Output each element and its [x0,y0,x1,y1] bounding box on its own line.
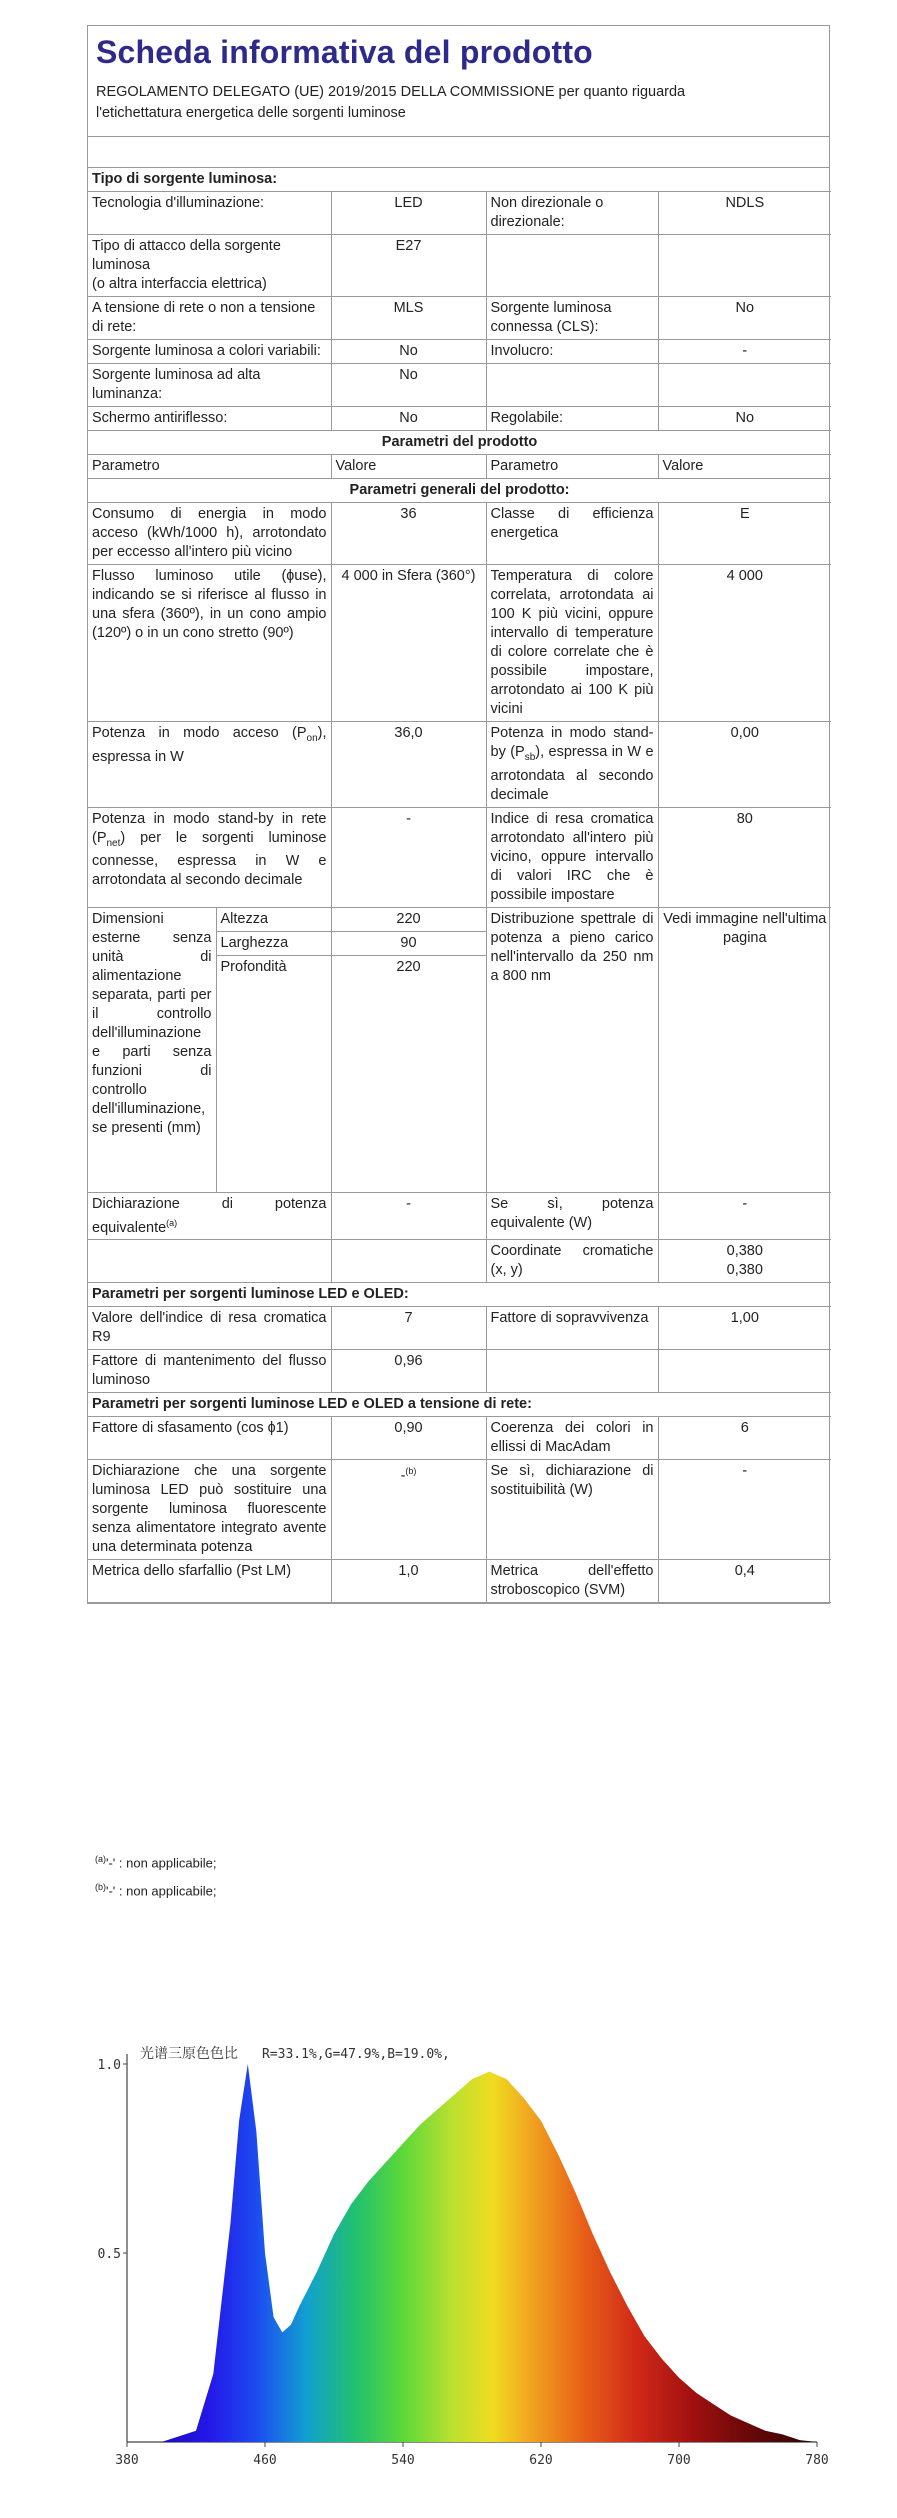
field-label: Regolabile: [486,406,658,430]
empty-cell [486,1350,658,1393]
sheet-header [88,26,829,137]
field-value: No [658,296,831,339]
footnote-a [95,1847,216,1875]
table-row [88,1307,831,1350]
field-value: NDLS [658,191,831,234]
x-tick-label: 540 [391,2453,415,2468]
field-value: 220 [331,955,486,1192]
footnote-text: '-' : non applicabile; [106,1855,217,1871]
dimensions-label: Dimensioni esterne senza unità di alimentazione separata, parti per il controllo dell'illuminazione e parti senza funzioni di controllo dell'illuminazione, se presenti (mm) [88,907,216,1192]
field-label: Tecnologia d'illuminazione: [88,191,331,234]
label-subscript: net [106,837,121,849]
field-label [88,1192,331,1240]
field-value [658,1240,831,1283]
footnote-marker: (a) [95,1854,106,1864]
field-value: 0,90 [331,1417,486,1460]
label-subscript: on [306,732,318,744]
label-text: ) per le sorgenti luminose connesse, espressa in W e arrotondata al secondo decimale [92,829,327,889]
field-value: 1,00 [658,1307,831,1350]
field-label: Sorgente luminosa a colori variabili: [88,339,331,363]
column-header: Valore [658,454,831,478]
footnotes [95,1847,216,1904]
field-value: Vedi immagine nell'ultima pagina [658,907,831,1192]
field-label: Coerenza dei colori in ellissi di MacAdam [486,1417,658,1460]
chroma-x: 0,380 [726,1243,763,1260]
field-value: 220 [331,907,486,931]
field-value: 4 000 [658,564,831,721]
field-value: E27 [331,234,486,296]
table-row [88,1350,831,1393]
empty-cell [658,1350,831,1393]
column-header: Parametro [486,454,658,478]
table-row [88,1283,831,1307]
field-label: Involucro: [486,339,658,363]
table-row [88,339,831,363]
field-label: Temperatura di colore correlata, arrotondata ai 100 K più vicini, oppure intervallo di temperature di colore correlate che è possibile impostare, arrotondato ai 100 K più vicini [486,564,658,721]
field-value: 36,0 [331,721,486,807]
field-value: - [658,339,831,363]
table-row [88,1417,831,1460]
field-label: Larghezza [216,931,331,955]
field-value: 36 [331,502,486,564]
footnote-b [95,1875,216,1903]
label-text: Potenza in modo stand-by (P [490,724,654,760]
field-label: Metrica dello sfarfallio (Pst LM) [88,1560,331,1603]
field-label: Non direzionale o direzionale: [486,191,658,234]
empty-cell [658,234,831,296]
x-tick-label: 460 [253,2453,277,2468]
field-label: Classe di efficienza energetica [486,502,658,564]
footnote-marker: (b) [405,1466,417,1477]
field-label: Fattore di sfasamento (cos ɸ1) [88,1417,331,1460]
table-row [88,168,831,192]
regulation-subtitle [96,82,821,124]
table-row [88,1240,831,1283]
field-label: Se sì, dichiarazione di sostituibilità (W) [486,1460,658,1560]
section-heading: Tipo di sorgente luminosa: [88,168,831,192]
table-row [88,1460,831,1560]
field-value: - [658,1460,831,1560]
field-value: E [658,502,831,564]
field-value: 80 [658,807,831,907]
subtitle-line-2: l'etichettatura energetica delle sorgenti luminose [96,104,406,121]
table-header-row [88,454,831,478]
field-label: Coordinate cromatiche (x, y) [486,1240,658,1283]
column-header: Parametro [88,454,331,478]
empty-cell [486,363,658,406]
y-tick-label: 0.5 [97,2247,121,2262]
footnote-marker: (b) [95,1882,106,1893]
field-label [486,721,658,807]
field-value: 90 [331,931,486,955]
spacer-row [88,137,829,168]
x-tick-label: 780 [805,2453,829,2468]
field-label: Metrica dell'effetto stroboscopico (SVM) [486,1560,658,1603]
subtitle-line-1: REGOLAMENTO DELEGATO (UE) 2019/2015 DELLA COMMISSIONE per quanto riguarda [96,83,686,100]
table-row [88,478,831,502]
field-label: Fattore di sopravvivenza [486,1307,658,1350]
field-label: Flusso luminoso utile (ɸuse), indicando se si riferisce al flusso in una sfera (360º), in un cono ampio (120º) o in un cono stretto (90º) [88,564,331,721]
field-label: Fattore di mantenimento del flusso luminoso [88,1350,331,1393]
footnote-text: '-' : non applicabile; [106,1883,217,1899]
field-label: Schermo antiriflesso: [88,406,331,430]
section-heading: Parametri generali del prodotto: [88,478,831,502]
product-information-sheet [87,25,830,1604]
field-value: No [331,339,486,363]
table-row [88,234,831,296]
field-label [88,807,331,907]
spectral-distribution-chart [80,2042,829,2472]
field-value: No [658,406,831,430]
table-row [88,502,831,564]
field-label: A tensione di rete o non a tensione di rete: [88,296,331,339]
field-label: Se sì, potenza equivalente (W) [486,1192,658,1240]
section-heading: Parametri per sorgenti luminose LED e OLED: [88,1283,831,1307]
field-value: 0,96 [331,1350,486,1393]
field-value: 0,4 [658,1560,831,1603]
field-value: - [658,1192,831,1240]
field-label: Valore dell'indice di resa cromatica R9 [88,1307,331,1350]
empty-cell [88,1240,331,1283]
field-label [88,721,331,807]
field-value: - [331,1192,486,1240]
chart-annotation: R=33.1%,G=47.9%,B=19.0%, [262,2047,450,2062]
section-heading: Parametri per sorgenti luminose LED e OLED a tensione di rete: [88,1393,831,1417]
field-value: No [331,406,486,430]
field-label: Distribuzione spettrale di potenza a pieno carico nell'intervallo da 250 nm a 800 nm [486,907,658,1192]
value-text: - [400,1468,406,1485]
field-label: Sorgente luminosa connessa (CLS): [486,296,658,339]
table-row [88,1192,831,1240]
table-row [88,430,831,454]
field-value: 7 [331,1307,486,1350]
x-tick-label: 380 [115,2453,139,2468]
label-subscript: sb [524,751,536,763]
field-value [331,1460,486,1560]
table-row [88,721,831,807]
table-row [88,363,831,406]
field-label: Indice di resa cromatica arrotondato all'intero più vicino, oppure intervallo di valori IRC che è possibile impostare [486,807,658,907]
section-heading: Parametri del prodotto [88,430,831,454]
field-value: LED [331,191,486,234]
table-row [88,191,831,234]
field-value: - [331,807,486,907]
empty-cell [486,234,658,296]
footnote-marker: (a) [166,1217,178,1228]
label-text: ), espressa in W e arrotondata al secondo decimale [490,743,654,803]
x-tick-label: 700 [667,2453,691,2468]
field-label: Dichiarazione che una sorgente luminosa LED può sostituire una sorgente luminosa fluorescente senza alimentatore integrato avente una determinata potenza [88,1460,331,1560]
product-table [88,168,831,1604]
empty-cell [658,363,831,406]
field-label: Altezza [216,907,331,931]
label-text: Potenza in modo acceso (P [92,724,307,741]
column-header: Valore [331,454,486,478]
label-text: ), espressa in W [92,724,327,765]
chroma-y: 0,380 [726,1262,763,1279]
x-tick-label: 620 [529,2453,553,2468]
label-text: Dichiarazione di potenza equivalente [92,1195,327,1236]
table-row [88,807,831,907]
field-value: 6 [658,1417,831,1460]
field-value: MLS [331,296,486,339]
cap-label: Tipo di attacco della sorgente luminosa [92,237,281,273]
empty-cell [331,1240,486,1283]
y-tick-label: 1.0 [97,2058,121,2073]
table-row [88,564,831,721]
field-label: Sorgente luminosa ad alta luminanza: [88,363,331,406]
table-row [88,1393,831,1417]
field-value: No [331,363,486,406]
field-label [88,234,331,296]
field-value: 1,0 [331,1560,486,1603]
table-row [88,1560,831,1603]
chart-title: 光谱三原色色比 [140,2046,238,2062]
table-row [88,296,831,339]
field-value: 0,00 [658,721,831,807]
spectrum-area [127,2064,817,2442]
cap-label-note: (o altra interfaccia elettrica) [92,275,267,292]
page-title: Scheda informativa del prodotto [96,34,593,70]
field-label: Consumo di energia in modo acceso (kWh/1000 h), arrotondato per eccesso all'intero più vicino [88,502,331,564]
label-text: Potenza in modo stand-by in rete (P [92,810,327,846]
field-label: Profondità [216,955,331,1192]
field-value: 4 000 in Sfera (360°) [331,564,486,721]
table-row [88,406,831,430]
table-row [88,907,831,931]
